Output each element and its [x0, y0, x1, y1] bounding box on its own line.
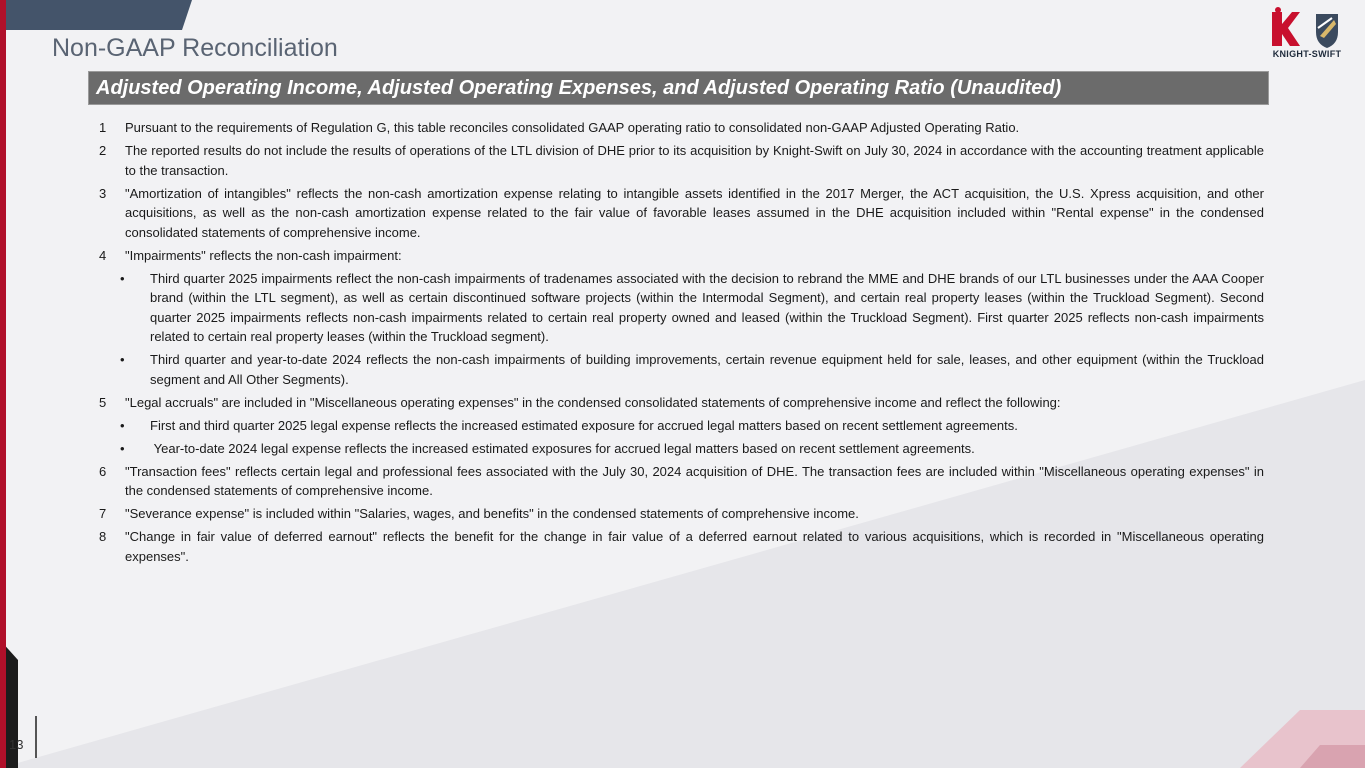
bullet-icon: • [120, 352, 125, 367]
footnote-1 [99, 118, 1264, 138]
footnote-number: 8 [99, 529, 107, 544]
footnote-number: 4 [99, 247, 107, 263]
left-accent-bar [0, 0, 6, 768]
footnote-5 [99, 393, 1264, 413]
footnote-number: 7 [99, 506, 107, 521]
page-number: 13 [9, 737, 24, 752]
footnote-5-bullet-1 [99, 416, 1264, 436]
footnote-2 [99, 141, 1264, 180]
footnotes-list [99, 118, 1264, 570]
logo-wordmark: KNIGHT-SWIFT [1272, 49, 1342, 59]
footnote-6 [99, 462, 1264, 501]
footnote-number: 5 [99, 394, 107, 410]
footnote-4 [99, 246, 1264, 266]
footnote-text: The reported results do not include the results of operations of the LTL division of DHE prior to its acquisition by Knight-Swift on July 30, 2024 in accordance with the accounting treatment applicable to the transaction. [125, 143, 1264, 178]
bullet-icon: • [120, 270, 125, 286]
bullet-text: Third quarter and year-to-date 2024 reflects the non-cash impairments of building improvements, certain revenue equipment held for sale, leases, and other equipment (within the Truckload segment and All Other Segments). [150, 352, 1264, 387]
footnote-text: "Severance expense" is included within "Salaries, wages, and benefits" in the condensed statements of comprehensive income. [125, 506, 859, 521]
bullet-text: First and third quarter 2025 legal expense reflects the increased estimated exposure for accrued legal matters based on recent settlement agreements. [150, 417, 1018, 433]
footnote-4-bullet-1 [99, 269, 1264, 347]
bullet-text: Year-to-date 2024 legal expense reflects the increased estimated exposures for accrued legal matters based on recent settlement agreements. [150, 440, 975, 456]
footnote-text: "Change in fair value of deferred earnout" reflects the benefit for the change in fair value of a deferred earnout related to various acquisitions, which is recorded in "Miscellaneous operating expenses". [125, 529, 1264, 564]
footnote-7 [99, 504, 1264, 524]
footnote-text: "Legal accruals" are included in "Miscellaneous operating expenses" in the condensed consolidated statements of comprehensive income and reflect the following: [125, 394, 1061, 410]
footnote-4-bullet-2 [99, 350, 1264, 389]
section-banner [88, 71, 1269, 105]
footnote-text: "Transaction fees" reflects certain legal and professional fees associated with the July 30, 2024 acquisition of DHE. The transaction fees are included within "Miscellaneous operating expenses" in the condensed statements of comprehensive income. [125, 463, 1264, 498]
bullet-icon: • [120, 417, 125, 433]
footnote-number: 2 [99, 143, 107, 158]
footnote-8 [99, 527, 1264, 566]
footnote-text: "Amortization of intangibles" reflects the non-cash amortization expense relating to intangible assets identified in the 2017 Merger, the ACT acquisition, the U.S. Xpress acquisition, and other acquisitions, as well as the non-cash amortization expense related to the fair value of favorable leases assumed in the DHE acquisition included within "Rental expense" in the condensed consolidated statements of comprehensive income. [125, 185, 1264, 240]
footnote-number: 1 [99, 120, 107, 135]
footnote-text: Pursuant to the requirements of Regulation G, this table reconciles consolidated GAAP operating ratio to consolidated non-GAAP Adjusted Operating Ratio. [125, 120, 1020, 135]
footnote-number: 3 [99, 185, 107, 201]
page-number-divider [35, 716, 37, 758]
banner-text: Adjusted Operating Income, Adjusted Operating Expenses, and Adjusted Operating Ratio (Unaudited) [96, 77, 1062, 99]
footnote-text: "Impairments" reflects the non-cash impairment: [125, 247, 402, 263]
footnote-5-bullet-2 [99, 439, 1264, 459]
knight-k-icon [1272, 7, 1300, 46]
bullet-text: Third quarter 2025 impairments reflect the non-cash impairments of tradenames associated with the decision to rebrand the MME and DHE brands of our LTL businesses under the AAA Cooper brand (within the LTL segment), as well as certain discontinued software projects (within the Intermodal Segment), and certain real property leases (within the Truckload Segment). Second quarter 2025 impairments reflects non-cash impairments related to certain real property owned and leased (within the Truckload Segment). First quarter 2025 reflects non-cash impairments related to certain real property leases (within the Truckload segment). [150, 270, 1264, 344]
footnote-3 [99, 184, 1264, 243]
bullet-icon: • [120, 440, 125, 456]
swift-shield-icon [1316, 14, 1338, 48]
footnote-number: 6 [99, 463, 107, 479]
page-title: Non-GAAP Reconciliation [52, 34, 338, 62]
